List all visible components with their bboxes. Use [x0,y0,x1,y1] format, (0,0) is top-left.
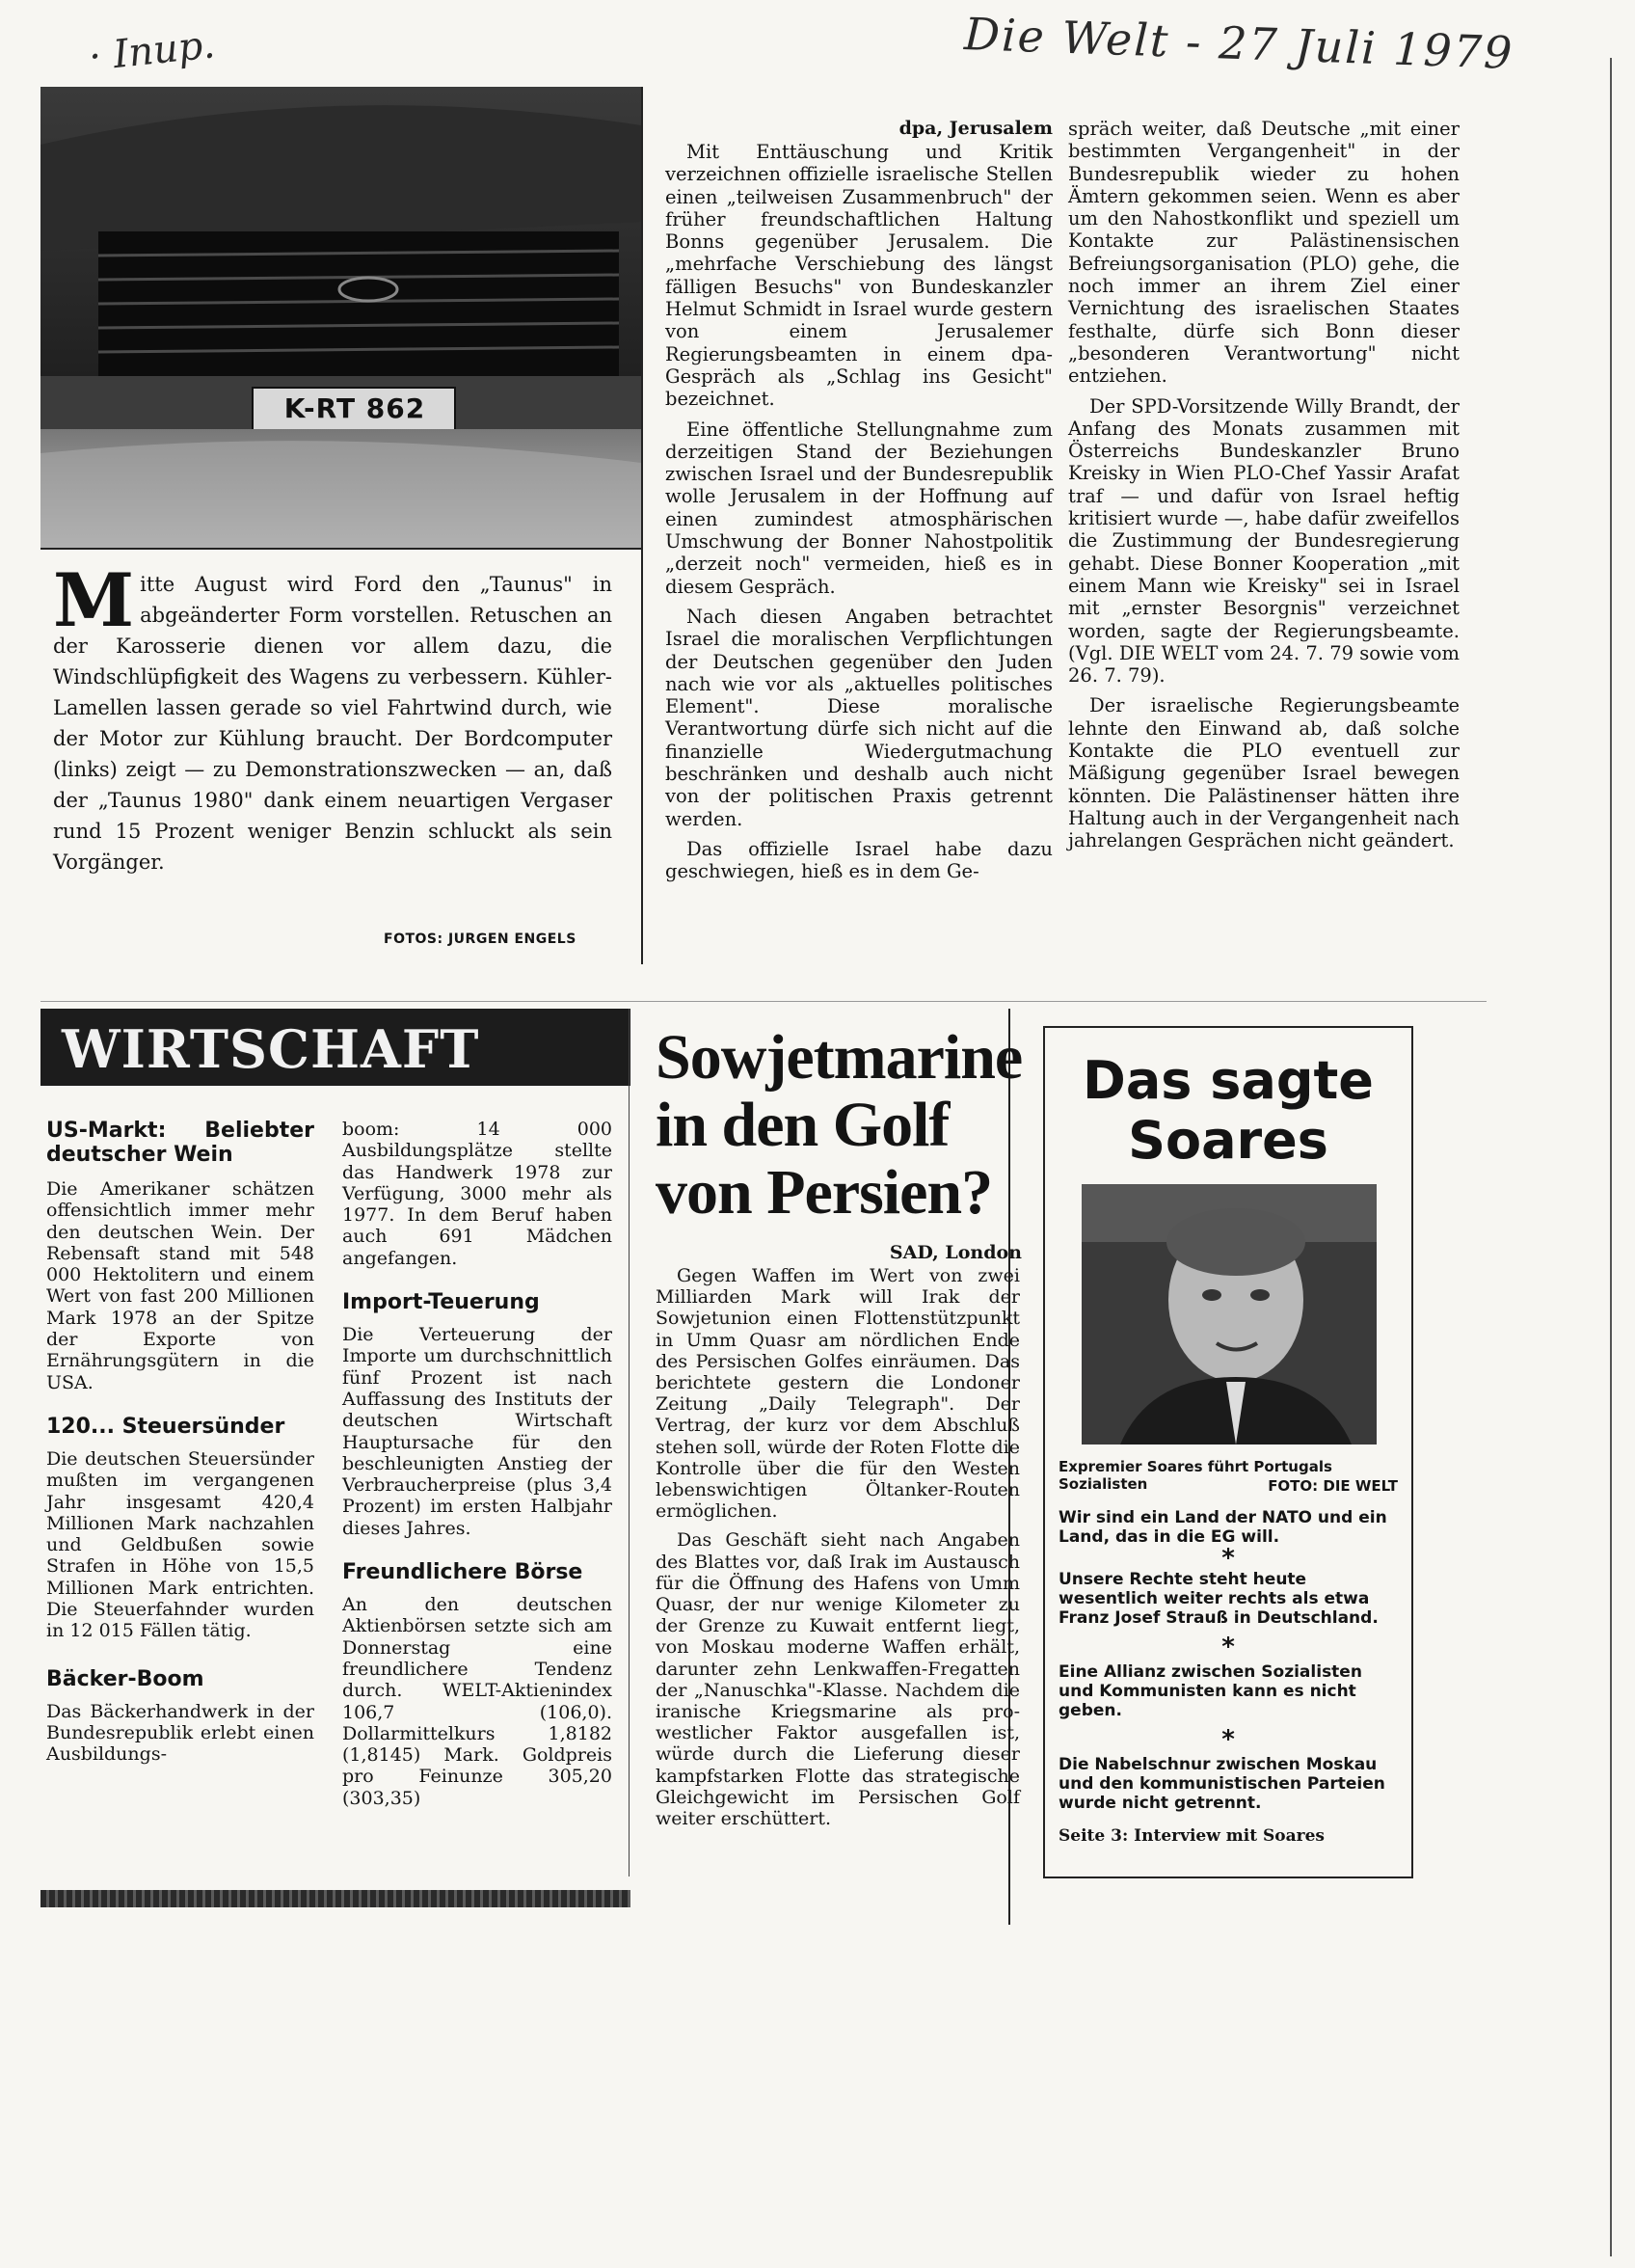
wirtschaft-item-head: Bäcker-Boom [46,1666,204,1691]
wirtschaft-item-head: Import-Teuerung [342,1290,540,1315]
israel-col2-para: Der israelische Regierungsbeamte lehnte den Einwand ab, daß solche Kontakte die PLO eventuell zur Mäßigung gegenüber Israel bewegen könnten. Die Palästinenser hätten ihre Haltung auch in der Vergangenheit nach jahrelangen Gesprächen nicht geändert. [1068,694,1460,852]
israel-col1-para: Das offizielle Israel habe dazu geschwiegen, hieß es in dem Ge- [665,837,1053,883]
wirtschaft-item-head: 120... Steuersünder [46,1414,285,1439]
wirtschaft-item-body: Die Verteuerung der Importe um durchschnittlich fünf Prozent ist nach Auffassung des Instituts der deutschen Wirtschaft Hauptursache für den beschleunigten Anstieg der Verbraucherpreise (plus 3,4 Prozent) im ersten Halbjahr dieses Jahres. [342,1324,612,1539]
car-license-plate: K-RT 862 [283,392,426,424]
car-photo-credit: FOTOS: JURGEN ENGELS [384,932,576,947]
soares-quotes [1059,1508,1398,1846]
car-caption-text: itte August wird Ford den „Taunus" in abgeänderter Form vorstellen. Retuschen an der Karosserie dienen vor allem dazu, die Windschlüpfigkeit des Wagens zu verbessern. Kühler-Lamellen lassen gerade so viel Fahrtwind durch, wie der Motor zur Kühlung braucht. Der Bordcomputer (links) zeigt — zu Demonstrationszwecken — an, daß der „Taunus 1980" dank einem neuartigen Vergaser rund 15 Prozent weniger Benzin schluckt als sein Vorgänger. [53,573,612,874]
israel-col2-para: spräch weiter, daß Deutsche „mit einer bestimmten Vergangenheit" in der Bundesrepublik wieder zu hohen Ämtern gekommen seien. Wenn es aber um den Nahostkonflikt und speziell um Kontakte zur Palästinensischen Befreiungsorganisation (PLO) gehe, die noch immer an ihrem Ziel einer Vernichtung des israelischen Staates festhalte, dürfe sich Bonn dieser „besonderen Verantwortung" nicht entziehen. [1068,118,1460,388]
soares-photo [1082,1184,1377,1444]
wirtschaft-item-body: Die Amerikaner schätzen offensichtlich immer mehr den deutschen Wein. Der Rebensaft stand mit 548 000 Hektolitern und einem Wert von fast 200 Millionen Mark 1978 an der Spitze der Exporte von Ernährungsgütern in die USA. [46,1178,314,1393]
car-caption [53,557,612,878]
car-photo [40,87,641,548]
wirtschaft-banner-label: WIRTSCHAFT [62,1018,480,1080]
wirtschaft-banner [40,1009,630,1086]
soares-portrait-svg [1082,1184,1377,1444]
soares-quote: Die Nabelschnur zwischen Moskau und den kommunistischen Parteien wurde nicht getrennt. [1059,1755,1385,1813]
wirtschaft-item-body: An den deutschen Aktienbörsen setzte sich am Donnerstag eine freundlichere Tendenz durch. WELT-Aktienindex 106,7 (106,0). Dollarmittelkurs 1,8182 (1,8145) Mark. Goldpreis pro Feinunze 305,20 (303,35) [342,1594,612,1809]
israel-col2-para: Der SPD-Vorsitzende Willy Brandt, der Anfang des Monats zusammen mit Österreichs Bundeskanzler Bruno Kreisky in Wien PLO-Chef Yassir Arafat traf — und dafür von Israel heftig kritisiert wurde —, habe dafür zweifellos die Zustimmung der Bundesregierung gehabt. Diese Bonner Kooperation „mit einem Mann wie Kreisky" sei in Israel mit „ernster Besorgnis" verzeichnet worden, sagte der Regierungsbeamte. (Vgl. DIE WELT vom 24. 7. 79 sowie vom 26. 7. 79). [1068,394,1460,688]
page-edge-right [1610,58,1612,2256]
sowjet-para: Gegen Waffen im Wert von zwei Milliarden Mark will Irak der Sowjetunion einen Flottenstützpunkt in Umm Quasr am nördlichen Ende des Persischen Golfes einräumen. Das berichtete gestern die Londoner Zeitung „Daily Telegraph". Der Vertrag, der kurz vor dem Abschluß stehen soll, würde der Roten Flotte die Kontrolle über die für den Westen lebenswichtigen Öltanker-Routen ermöglichen. [656,1265,1020,1523]
column-rule [629,1009,630,1876]
israel-col1-para: Mit Enttäuschung und Kritik verzeichnen offizielle israelische Stellen einen „teilweisen Zusammenbruch" der früher freundschaftlichen Haltung Bonns gegenüber Jerusalem. Die „mehrfache Verschiebung des längst fälligen Besuchs" von Bundeskanzler Helmut Schmidt in Israel wurde gestern von einem Jerusalemer Regierungsbeamten in einem dpa-Gespräch als „Schlag ins Gesicht" bezeichnet. [665,141,1053,411]
wirtschaft-item-head: Freundlichere Börse [342,1560,583,1585]
soares-photo-credit: FOTO: DIE WELT [1268,1477,1398,1495]
photo-caption-rule [40,548,643,550]
soares-headline: Das sagte Soares [1083,1050,1374,1171]
wirtschaft-bottom-band [40,1890,630,1907]
sowjet-dateline: SAD, London [889,1242,1022,1263]
car-caption-initial: M [53,557,135,643]
handwritten-note-date: Die Welt - 27 Juli 1979 [963,8,1515,79]
soares-box [1043,1026,1413,1878]
sowjet-headline: Sowjetmarine in den Golf von Persien? [656,1022,1023,1228]
soares-footer: Seite 3: Interview mit Soares [1059,1826,1325,1846]
wirtschaft-item-body: Die deutschen Steuersünder mußten im vergangenen Jahr insgesamt 420,4 Millionen Mark nachzahlen und Geldbußen sowie Strafen in Höhe von 15,5 Millionen Mark entrichten. Die Steuerfahnder wurden in 12 015 Fällen tätig. [46,1447,314,1642]
sowjet-para: Das Geschäft sieht nach Angaben des Blattes vor, daß Irak im Austausch für die Öffnung des Hafens von Umm Quasr, der nur wenige Kilometer zu der Grenze zu Kuwait entfernt liegt, von Moskau moderne Waffen erhält, darunter zehn Lenkwaffen-Fregatten der „Nanuschka"-Klasse. Nachdem die iranische Kriegsmarine als pro-westlicher Faktor ausgefallen ist, würde durch die Lieferung dieser kampfstarken Flotte das strategische Gleichgewicht im Persischen Golf weiter erschüttert. [656,1529,1020,1830]
israel-article-dateline: dpa, Jerusalem [898,118,1053,139]
quote-separator: * [1221,1633,1235,1661]
wirtschaft-item-body: boom: 14 000 Ausbildungsplätze stellte das Handwerk 1978 zur Verfügung, 3000 mehr als 1977. In dem Beruf haben auch 691 Mädchen angefangen. [342,1119,612,1269]
israel-col1-para: Eine öffentliche Stellungnahme zum derzeitigen Stand der Beziehungen zwischen Israel und der Bundesrepublik wolle Jerusalem in der Hoffnung auf einen zumindest atmosphärischen Umschwung der Bonner Nahostpolitik „derzeit noch" vermeiden, hieß es in diesem Gespräch. [665,418,1053,598]
israel-col1-para: Nach diesen Angaben betrachtet Israel die moralischen Verpflichtungen der Deutschen gegenüber den Juden nach wie vor als „aktuelles politisches Element". Diese moralische Verantwortung dürfe sich nicht auf die finanzielle Wiedergutmachung beschränken und deshalb auch nicht von der politischen Praxis getrennt werden. [665,605,1053,830]
quote-separator: * [1221,1725,1235,1754]
wirtschaft-item-body: Das Bäckerhandwerk in der Bundesrepublik erlebt einen Ausbildungs- [46,1700,314,1766]
soares-quote: Unsere Rechte steht heute wesentlich weiter rechts als etwa Franz Josef Strauß in Deutschland. [1059,1570,1379,1628]
handwritten-note-left: · Inup. [86,22,218,80]
israel-article-col2 [1068,118,1460,852]
section-divider [40,1001,1487,1002]
quote-separator: * [1221,1544,1235,1573]
soares-caption-text: Expremier Soares führt Portugals Sozialisten [1059,1458,1332,1493]
sowjet-article-body [656,1265,1020,1829]
soares-quote: Wir sind ein Land der NATO und ein Land, das in die EG will. [1059,1508,1387,1547]
wirtschaft-col2 [342,1119,612,1809]
soares-caption [1059,1458,1398,1495]
soares-quote: Eine Allianz zwischen Sozialisten und Kommunisten kann es nicht geben. [1059,1662,1362,1720]
israel-article-col1 [665,141,1053,883]
photo-box-right-rule [641,87,643,964]
wirtschaft-col1 [46,1119,314,1766]
car-photo-svg [40,87,641,548]
wirtschaft-item-head: US-Markt: Beliebter deutscher Wein [46,1119,314,1167]
